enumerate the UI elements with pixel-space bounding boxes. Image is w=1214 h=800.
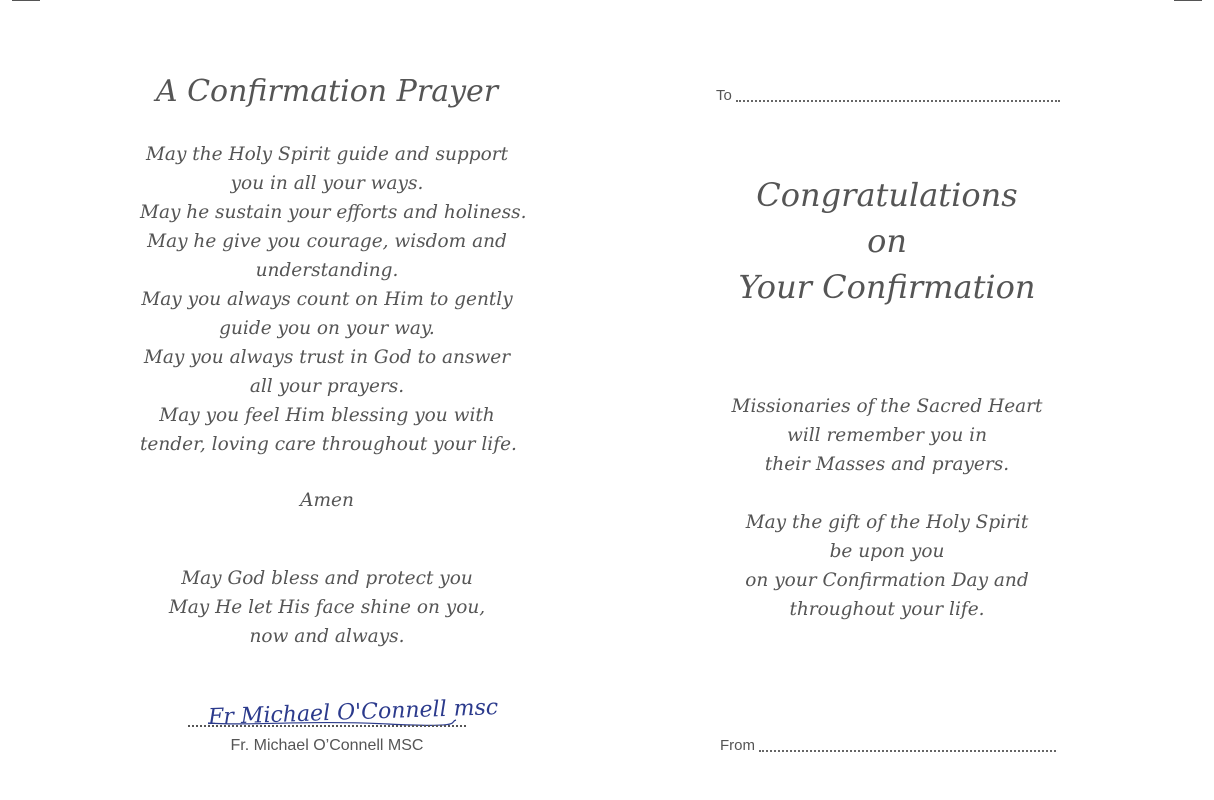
amen-text: Amen — [300, 490, 354, 511]
congrats-line: on — [867, 222, 907, 260]
signature-icon — [188, 690, 499, 731]
congratulations-heading — [700, 172, 1074, 310]
prayer-text — [140, 140, 527, 459]
gift-line: on your Confirmation Day and — [745, 570, 1029, 591]
to-field[interactable] — [716, 86, 1060, 106]
prayer-line: May you feel Him blessing you with — [159, 405, 495, 426]
from-field[interactable] — [720, 736, 1056, 756]
handwritten-signature — [188, 690, 499, 731]
gift-line: May the gift of the Holy Spirit — [745, 512, 1029, 533]
prayer-line: May you always trust in God to answer — [143, 347, 511, 368]
prayer-line: May he give you courage, wisdom and — [147, 231, 507, 252]
prayer-line: May you always count on Him to gently — [141, 289, 513, 310]
congrats-line: Your Confirmation — [738, 268, 1036, 306]
svg-text:Fr Michael O'Connell msc: Fr Michael O'Connell msc — [207, 695, 499, 731]
prayer-title: A Confirmation Prayer — [155, 74, 499, 109]
crop-mark-right — [1174, 0, 1202, 1]
signer-name: Fr. Michael O’Connell MSC — [230, 737, 424, 754]
blessing-line: May He let His face shine on you, — [168, 597, 486, 618]
blessing-text — [140, 564, 514, 651]
blessing-line: now and always. — [249, 626, 405, 647]
greeting-panel — [700, 0, 1074, 800]
blessing-line: May God bless and protect you — [181, 568, 473, 589]
gift-line: throughout your life. — [789, 599, 985, 620]
gift-message — [700, 508, 1074, 624]
to-dotted-line — [736, 100, 1060, 102]
prayer-line: May the Holy Spirit guide and support — [145, 144, 509, 165]
msc-line: their Masses and prayers. — [764, 454, 1010, 475]
from-label: From — [720, 737, 755, 754]
msc-line: Missionaries of the Sacred Heart — [731, 396, 1043, 417]
prayer-line: understanding. — [255, 260, 399, 281]
crop-mark-left — [12, 0, 40, 1]
from-dotted-line — [759, 750, 1056, 752]
gift-line: be upon you — [829, 541, 945, 562]
prayer-line: tender, loving care throughout your life. — [140, 434, 517, 455]
prayer-line: May he sustain your efforts and holiness. — [140, 202, 527, 223]
prayer-line: guide you on your way. — [219, 318, 435, 339]
prayer-line: all your prayers. — [249, 376, 405, 397]
signature-line — [188, 725, 466, 727]
to-label: To — [716, 87, 732, 104]
congrats-line: Congratulations — [756, 176, 1018, 214]
msc-message — [700, 392, 1074, 479]
prayer-line: you in all your ways. — [230, 173, 424, 194]
prayer-panel — [140, 0, 527, 800]
msc-line: will remember you in — [786, 425, 988, 446]
